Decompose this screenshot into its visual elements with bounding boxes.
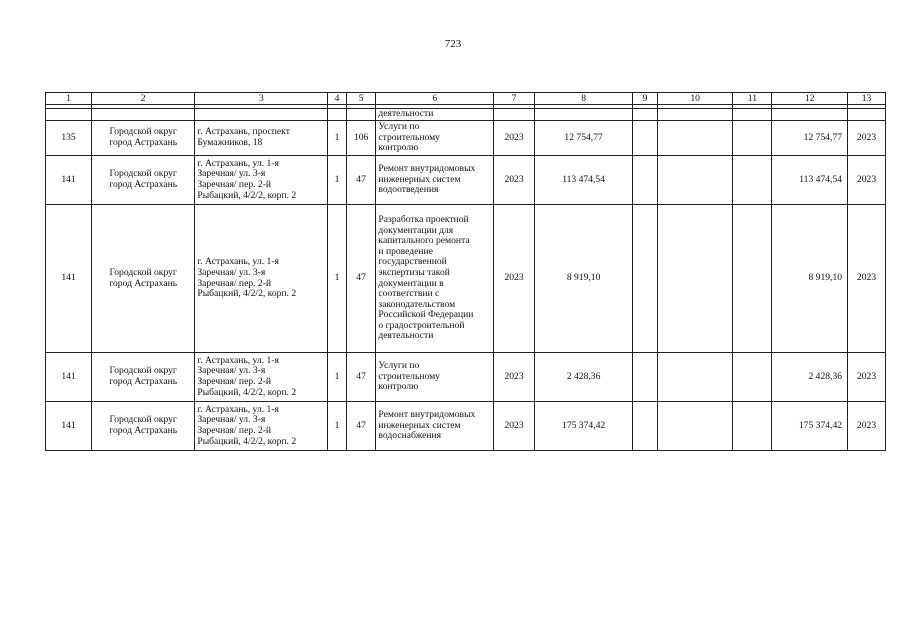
column-number-row — [46, 93, 886, 105]
column-number: 5 — [346, 93, 376, 105]
cell-amount-total: 175 374,42 — [772, 402, 848, 451]
cell-number: 141 — [46, 156, 92, 205]
cell-amount-total: 8 919,10 — [772, 205, 848, 353]
cell-amount: 12 754,77 — [535, 121, 633, 156]
cell-municipality: Городской округ город Астрахань — [92, 402, 195, 451]
cell-work-type: Ремонт внутридомовых инженерных систем водоснабжения — [376, 402, 494, 451]
column-number: 3 — [195, 93, 328, 105]
cell-col5: 47 — [346, 402, 376, 451]
column-number: 1 — [46, 93, 92, 105]
cell-col10 — [657, 156, 733, 205]
continuation-text: деятельности — [376, 109, 494, 121]
cell-col11 — [733, 205, 772, 353]
cell-number: 135 — [46, 121, 92, 156]
cell-col4: 1 — [328, 156, 346, 205]
cell-municipality: Городской округ город Астрахань — [92, 121, 195, 156]
cell-amount-total: 12 754,77 — [772, 121, 848, 156]
cell-col11 — [733, 156, 772, 205]
cell-col9 — [633, 156, 658, 205]
table-row — [46, 205, 886, 353]
cell-year-end: 2023 — [848, 121, 886, 156]
column-number: 10 — [657, 93, 733, 105]
cell-col5: 47 — [346, 353, 376, 402]
cell-address: г. Астрахань, ул. 1-я Заречная/ ул. 3-я Заречная/ пер. 2-й Рыбацкий, 4/2/2, корп. 2 — [195, 353, 328, 402]
cell-work-type: Ремонт внутридомовых инженерных систем водоотведения — [376, 156, 494, 205]
cell-year-end: 2023 — [848, 353, 886, 402]
cell-year-end: 2023 — [848, 156, 886, 205]
column-number: 6 — [376, 93, 494, 105]
cell-municipality: Городской округ город Астрахань — [92, 156, 195, 205]
cell-col9 — [633, 353, 658, 402]
cell-col11 — [733, 121, 772, 156]
cell-number: 141 — [46, 205, 92, 353]
cell-year-end: 2023 — [848, 205, 886, 353]
cell-year: 2023 — [494, 353, 535, 402]
cell-year: 2023 — [494, 121, 535, 156]
cell-number: 141 — [46, 402, 92, 451]
cell-municipality: Городской округ город Астрахань — [92, 353, 195, 402]
cell-address: г. Астрахань, ул. 1-я Заречная/ ул. 3-я Заречная/ пер. 2-й Рыбацкий, 4/2/2, корп. 2 — [195, 205, 328, 353]
column-number: 4 — [328, 93, 346, 105]
table-row — [46, 353, 886, 402]
cell-amount-total: 2 428,36 — [772, 353, 848, 402]
page-number: 723 — [444, 38, 462, 50]
cell-amount: 2 428,36 — [535, 353, 633, 402]
cell-col4: 1 — [328, 402, 346, 451]
cell-municipality: Городской округ город Астрахань — [92, 205, 195, 353]
cell-number: 141 — [46, 353, 92, 402]
cell-col10 — [657, 205, 733, 353]
cell-work-type: Услуги по строительному контролю — [376, 121, 494, 156]
table-row — [46, 121, 886, 156]
cell-col10 — [657, 121, 733, 156]
cell-amount: 175 374,42 — [535, 402, 633, 451]
column-number: 8 — [535, 93, 633, 105]
cell-amount: 8 919,10 — [535, 205, 633, 353]
cell-col4: 1 — [328, 121, 346, 156]
cell-col5: 106 — [346, 121, 376, 156]
cell-col4: 1 — [328, 205, 346, 353]
column-number: 11 — [733, 93, 772, 105]
cell-col10 — [657, 402, 733, 451]
column-number: 9 — [633, 93, 658, 105]
table-row — [46, 156, 886, 205]
cell-col11 — [733, 402, 772, 451]
cell-col5: 47 — [346, 205, 376, 353]
column-number: 13 — [848, 93, 886, 105]
cell-year: 2023 — [494, 402, 535, 451]
cell-work-type: Услуги по строительному контролю — [376, 353, 494, 402]
cell-amount-total: 113 474,54 — [772, 156, 848, 205]
cell-work-type: Разработка проектной документации для капитального ремонта и проведение государственной экспертизы такой документации в соответствии с законодательством Российской Федерации о градостроительной деятельности — [376, 205, 494, 353]
cell-address: г. Астрахань, проспект Бумажников, 18 — [195, 121, 328, 156]
cell-col5: 47 — [346, 156, 376, 205]
cell-year-end: 2023 — [848, 402, 886, 451]
table-row — [46, 402, 886, 451]
cell-col9 — [633, 205, 658, 353]
document-table — [45, 92, 886, 451]
column-number: 12 — [772, 93, 848, 105]
cell-col9 — [633, 121, 658, 156]
cell-address: г. Астрахань, ул. 1-я Заречная/ ул. 3-я Заречная/ пер. 2-й Рыбацкий, 4/2/2, корп. 2 — [195, 156, 328, 205]
column-number: 2 — [92, 93, 195, 105]
cell-address: г. Астрахань, ул. 1-я Заречная/ ул. 3-я Заречная/ пер. 2-й Рыбацкий, 4/2/2, корп. 2 — [195, 402, 328, 451]
cell-col10 — [657, 353, 733, 402]
cell-year: 2023 — [494, 156, 535, 205]
cell-amount: 113 474,54 — [535, 156, 633, 205]
column-number: 7 — [494, 93, 535, 105]
cell-col9 — [633, 402, 658, 451]
cell-col11 — [733, 353, 772, 402]
cell-col4: 1 — [328, 353, 346, 402]
cell-year: 2023 — [494, 205, 535, 353]
continuation-row — [46, 109, 886, 121]
